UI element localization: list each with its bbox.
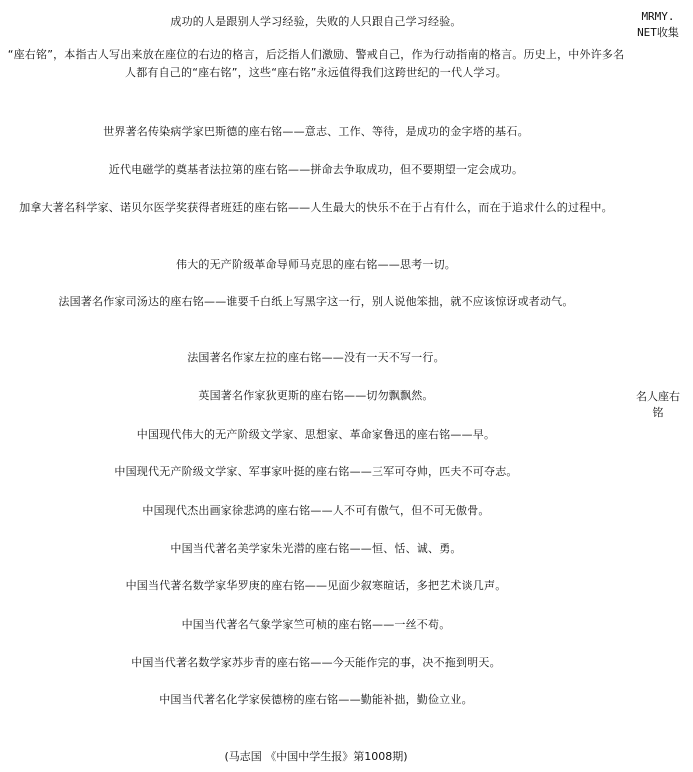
category-label-line1: 名人座右	[636, 390, 680, 403]
motto-faraday: 近代电磁学的奠基者法拉第的座右铭——拼命去争取成功，但不要期望一定会成功。	[108, 163, 524, 176]
motto-dickens: 英国著名作家狄更斯的座右铭——切勿飘飘然。	[198, 389, 434, 402]
motto-xubeihong: 中国现代杰出画家徐悲鸿的座右铭——人不可有傲气，但不可无傲骨。	[142, 504, 490, 517]
motto-hualuogeng: 中国当代著名数学家华罗庚的座右铭——见面少叙寒暄话，多把艺术谈几声。	[125, 579, 507, 592]
category-label	[625, 389, 691, 421]
site-credit-line2: NET收集	[637, 26, 679, 39]
category-label-line2: 铭	[652, 406, 664, 419]
motto-stendhal: 法国著名作家司汤达的座右铭——谁要千白纸上写黑字这一行，别人说他笨拙，就不应该惊讶或者动气。	[58, 295, 574, 308]
site-credit	[625, 9, 691, 41]
source-citation: (马志国 《中国中学生报》第1008期)	[224, 750, 408, 763]
motto-yeting: 中国现代无产阶级文学家、军事家叶挺的座右铭——三军可夺帅，匹夫不可夺志。	[114, 465, 518, 478]
motto-zola: 法国著名作家左拉的座右铭——没有一天不写一行。	[187, 351, 445, 364]
intro-line: 成功的人是跟别人学习经验，失败的人只跟自己学习经验。	[170, 15, 462, 28]
motto-subuqing: 中国当代著名数学家苏步青的座右铭——今天能作完的事，决不拖到明天。	[131, 656, 501, 669]
motto-marx: 伟大的无产阶级革命导师马克思的座右铭——思考一切。	[176, 258, 456, 271]
definition-paragraph: “座右铭”，本指古人写出来放在座位的右边的格言，后泛指人们激励、警戒自己，作为行动指南的格言。历史上，中外许多名人都有自己的“座右铭”，这些“座右铭”永远值得我们这跨世纪的一代人学习。	[7, 48, 625, 79]
site-credit-line1: MRMY.	[641, 10, 675, 23]
motto-luxun: 中国现代伟大的无产阶级文学家、思想家、革命家鲁迅的座右铭——早。	[136, 428, 496, 441]
motto-houdebang: 中国当代著名化学家侯德榜的座右铭——勤能补拙，勤俭立业。	[159, 693, 473, 706]
motto-banting: 加拿大著名科学家、诺贝尔医学奖获得者班廷的座右铭——人生最大的快乐不在于占有什么，而在于追求什么的过程中。	[19, 201, 613, 214]
motto-zhuguangqian: 中国当代著名美学家朱光潜的座右铭——恒、恬、诚、勇。	[170, 542, 462, 555]
motto-pasteur: 世界著名传染病学家巴斯德的座右铭——意志、工作、等待，是成功的金字塔的基石。	[103, 125, 529, 138]
motto-zhukezhen: 中国当代著名气象学家竺可桢的座右铭——一丝不苟。	[181, 618, 451, 631]
